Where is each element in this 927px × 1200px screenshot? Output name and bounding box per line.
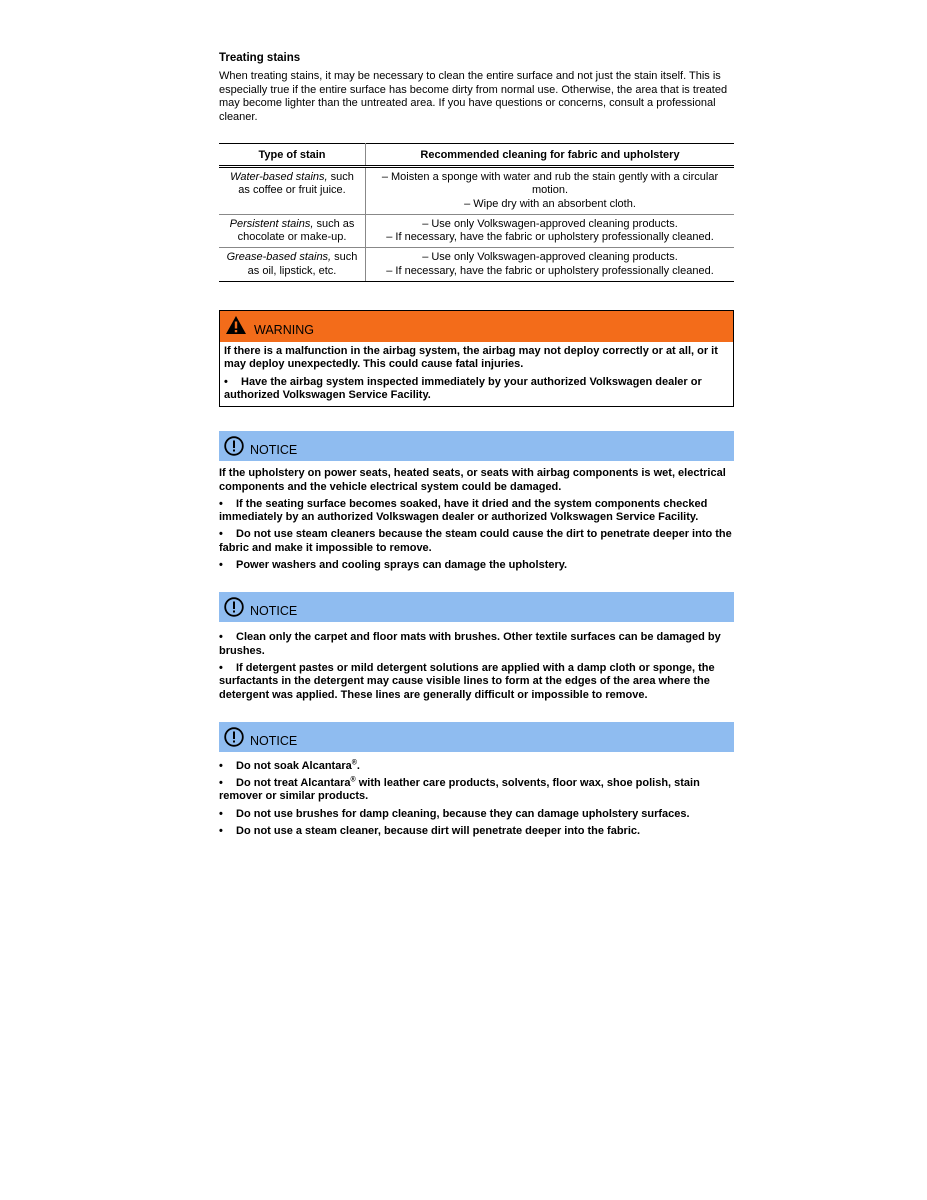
bullet-marker: •: [219, 777, 223, 790]
notice-box-electrical: [219, 431, 734, 572]
cleaning-step: – Use only Volkswagen-approved cleaning products.: [422, 217, 678, 230]
notice-bullet-text: Clean only the carpet and floor mats with brushes. Other textile surfaces can be damaged by brushes.: [219, 631, 721, 657]
registered-mark: ®: [351, 759, 357, 767]
bullet-marker: •: [219, 528, 223, 541]
stain-table: [219, 143, 734, 282]
stain-type-examples: such as oil, lipstick, etc.: [247, 251, 358, 277]
warning-body: [220, 342, 733, 406]
notice-bullet-text: Do not use steam cleaners because the steam could cause the dirt to penetrate deeper into the fabric and make it impossible to remove.: [219, 528, 732, 554]
cleaning-step: – Wipe dry with an absorbent cloth.: [464, 197, 636, 210]
warning-triangle-icon: [225, 315, 247, 335]
notice-label: NOTICE: [250, 733, 298, 748]
cleaning-cell: [366, 167, 735, 215]
stain-type-cell: [219, 167, 366, 215]
notice-bullet: [219, 498, 734, 525]
cleaning-step: – Moisten a sponge with water and rub the stain gently with a circular motion.: [381, 171, 719, 197]
notice-bullet-text: Power washers and cooling sprays can damage the upholstery.: [236, 559, 568, 572]
cleaning-step: – If necessary, have the fabric or upholstery professionally cleaned.: [386, 264, 714, 277]
notice-label: NOTICE: [250, 604, 298, 619]
column-header-cleaning: Recommended cleaning for fabric and upholstery: [366, 144, 735, 167]
notice-bullet: [219, 559, 734, 572]
bullet-marker: •: [219, 661, 223, 674]
page-content: [219, 52, 734, 842]
cleaning-step: – If necessary, have the fabric or upholstery professionally cleaned.: [386, 231, 714, 244]
exclamation-circle-icon: [223, 596, 245, 618]
notice-label: NOTICE: [250, 443, 298, 458]
notice-bullet-text: Do not soak Alcantara: [236, 759, 352, 772]
cleaning-cell: [366, 214, 735, 248]
cleaning-cell: [366, 248, 735, 282]
notice-text: If the upholstery on power seats, heated seats, or seats with airbag components is wet, electrical components and the vehicle electrical system could be damaged.: [219, 467, 726, 493]
warning-bullet-text: Have the airbag system inspected immediately by your authorized Volkswagen dealer or authorized Volkswagen Service Facility.: [224, 375, 702, 401]
section-intro: When treating stains, it may be necessary to clean the entire surface and not just the stain itself. This is especially true if the entire surface has become dirty from normal use. Otherwise, the area that is treated may become lighter than the untreated area. If you have questions or concerns, consult a professional cleaner.: [219, 70, 728, 123]
table-header-row: [219, 144, 734, 167]
notice-bullet-text: If detergent pastes or mild detergent solutions are applied with a damp cloth or sponge, the surfactants in the detergent may cause visible lines to form at the edges of the area where the detergent was applied. These lines are generally difficult or impossible to remove.: [219, 661, 715, 701]
notice-header: [219, 592, 734, 622]
notice-box-brushes: [219, 592, 734, 701]
stain-type-name: Persistent stains,: [229, 217, 314, 230]
stain-type-name: Grease-based stains,: [226, 251, 332, 264]
bullet-marker: •: [224, 375, 228, 388]
bullet-marker: •: [219, 631, 223, 644]
column-header-type: Type of stain: [219, 144, 366, 167]
section-heading: Treating stains: [219, 52, 301, 64]
cleaning-step: – Use only Volkswagen-approved cleaning products.: [422, 251, 678, 264]
notice-bullet: [219, 808, 734, 821]
notice-body: [219, 622, 734, 701]
notice-bullet: [219, 528, 734, 555]
notice-box-alcantara: [219, 722, 734, 838]
notice-bullet-text: Do not use a steam cleaner, because dirt will penetrate deeper into the fabric.: [236, 825, 641, 838]
bullet-marker: •: [219, 497, 223, 510]
notice-header: [219, 431, 734, 461]
notice-bullet-text: Do not treat Alcantara: [236, 777, 351, 790]
exclamation-circle-icon: [223, 726, 245, 748]
notice-bullet-text: Do not use brushes for damp cleaning, because they can damage upholstery surfaces.: [236, 807, 690, 820]
bullet-marker: •: [219, 759, 223, 772]
stain-type-name: Water-based stains,: [230, 171, 328, 183]
notice-bullet-text: with leather care products, solvents, floor wax, shoe polish, stain remover or similar products.: [219, 777, 700, 803]
warning-label: WARNING: [254, 323, 314, 338]
bullet-marker: •: [219, 559, 223, 572]
bullet-marker: •: [219, 825, 223, 838]
table-row: [219, 248, 734, 282]
notice-header: [219, 722, 734, 752]
stain-type-examples: such as coffee or fruit juice.: [238, 171, 354, 197]
notice-bullet: [219, 760, 734, 773]
notice-bullet: [219, 777, 734, 804]
notice-body: [219, 752, 734, 838]
stain-type-cell: [219, 214, 366, 248]
table-row: [219, 167, 734, 215]
warning-box: [219, 310, 734, 407]
notice-body: [219, 461, 734, 572]
table-row: [219, 214, 734, 248]
stain-type-cell: [219, 248, 366, 282]
stain-type-examples: such as chocolate or make-up.: [237, 217, 355, 244]
bullet-marker: •: [219, 807, 223, 820]
registered-mark: ®: [350, 776, 356, 784]
notice-bullet-text: .: [356, 759, 360, 772]
warning-bullet: [224, 376, 729, 403]
notice-bullet: [219, 662, 734, 702]
notice-bullet-text: If the seating surface becomes soaked, have it dried and the system components checked immediately by an authorized Volkswagen dealer or authorized Volkswagen Service Facility.: [219, 497, 708, 524]
exclamation-circle-icon: [223, 435, 245, 457]
warning-header: [220, 311, 733, 342]
notice-bullet: [219, 825, 734, 838]
notice-bullet: [219, 631, 734, 658]
warning-text: If there is a malfunction in the airbag system, the airbag may not deploy correctly or at all, or it may deploy unexpectedly. This could cause fatal injuries.: [224, 345, 718, 371]
